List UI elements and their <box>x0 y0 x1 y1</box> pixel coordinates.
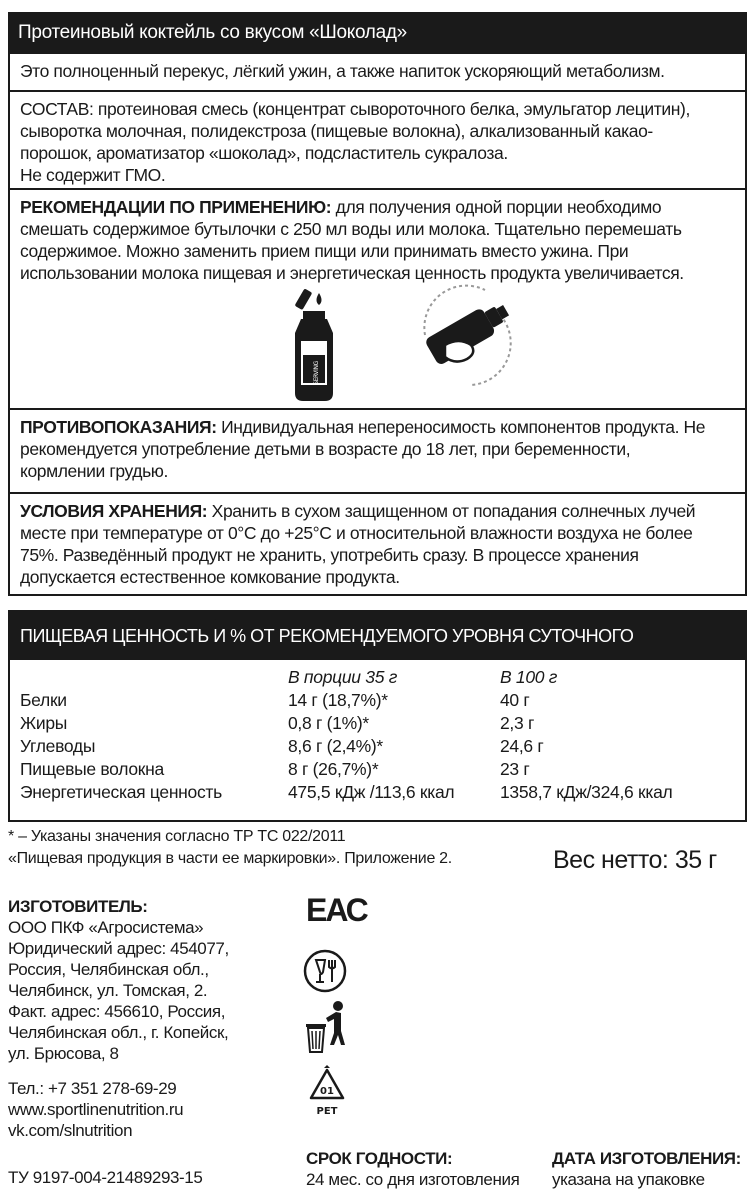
footnote-line: * – Указаны значения согласно ТР ТС 022/2011 <box>8 828 346 845</box>
recycle-code: 01 <box>320 1086 334 1097</box>
footnote-line: «Пищевая продукция в части ее маркировки». Приложение 2. <box>8 850 452 867</box>
intro-section <box>8 54 747 92</box>
nutrient-name: Пищевые волокна <box>20 759 164 779</box>
portion-column-header: В порции 35 г <box>288 667 398 687</box>
nutrition-row <box>20 689 740 712</box>
nutrition-header: ПИЩЕВАЯ ЦЕННОСТЬ И % ОТ РЕКОМЕНДУЕМОГО УРОВНЯ СУТОЧНОГО ПОТРЕБЛЕНИЯ*: <box>10 612 745 660</box>
usage-text: смешать содержимое бутылочки с 250 мл воды или молока. Тщательно перемешать <box>20 219 682 239</box>
bottle-label: SERVING <box>313 361 320 385</box>
website-link[interactable]: www.sportlinenutrition.ru <box>8 1100 184 1119</box>
net-weight: Вес нетто: 35 г <box>553 846 717 874</box>
nutrient-per100: 2,3 г <box>500 713 535 733</box>
nutrition-column-headers <box>20 666 740 689</box>
contraindications-text: рекомендуется употребление детьми в возрасте до 18 лет, при беременности, <box>20 439 631 459</box>
nutrition-row <box>20 758 740 781</box>
contraindications-section <box>8 410 747 494</box>
manufacture-date-label: ДАТА ИЗГОТОВЛЕНИЯ: <box>552 1149 741 1168</box>
nutrient-portion: 0,8 г (1%)* <box>288 713 369 733</box>
nutrient-per100: 24,6 г <box>500 736 544 756</box>
nutrient-name: Энергетическая ценность <box>20 782 222 802</box>
manufacturer-line: Факт. адрес: 456610, Россия, <box>8 1002 226 1021</box>
nutrient-per100: 1358,7 кДж/324,6 ккал <box>500 782 673 802</box>
nutrient-per100: 40 г <box>500 690 530 710</box>
nutrient-portion: 475,5 кДж /113,6 ккал <box>288 782 455 802</box>
intro-text: Это полноценный перекус, лёгкий ужин, а также напиток ускоряющий метаболизм. <box>20 61 665 81</box>
nutrition-table <box>8 610 747 822</box>
contraindications-text: кормлении грудью. <box>20 461 168 481</box>
shelf-life-block <box>306 1148 519 1190</box>
nutrient-per100: 23 г <box>500 759 530 779</box>
nutrient-name: Жиры <box>20 713 68 733</box>
per100-column-header: В 100 г <box>500 667 558 687</box>
footnote <box>8 826 452 870</box>
usage-section <box>8 190 747 410</box>
manufacturer-line: Челябинская обл., г. Копейск, <box>8 1023 229 1042</box>
eac-mark-icon: ЕАС <box>306 892 367 928</box>
nutrient-name: Углеводы <box>20 736 96 756</box>
contraindications-text: Индивидуальная непереносимость компонентов продукта. Не <box>216 417 706 437</box>
manufacturer-label: ИЗГОТОВИТЕЛЬ: <box>8 897 148 916</box>
usage-text: содержимое. Можно заменить прием пищи или принимать вместо ужина. При <box>20 241 629 261</box>
storage-label: УСЛОВИЯ ХРАНЕНИЯ: <box>20 501 208 521</box>
shelf-life-value: 24 мес. со дня изготовления <box>306 1170 520 1189</box>
nutrition-row <box>20 781 740 804</box>
storage-text: Хранить в сухом защищенном от попадания солнечных лучей <box>207 501 696 521</box>
bottle-icon <box>285 285 345 403</box>
trash-bin-icon <box>302 1000 348 1054</box>
shelf-life-label: СРОК ГОДНОСТИ: <box>306 1149 453 1168</box>
usage-text: для получения одной порции необходимо <box>331 197 662 217</box>
manufacturer-line: ул. Брюсова, 8 <box>8 1044 119 1063</box>
composition-line: порошок, ароматизатор «шоколад», подсластитель сукралоза. <box>20 143 508 163</box>
shake-bottle-icon <box>405 275 525 395</box>
manufacturer-line: ООО ПКФ «Агросистема» <box>8 918 204 937</box>
nutrient-portion: 8,6 г (2,4%)* <box>288 736 383 756</box>
tu-code: ТУ 9197-004-21489293-15 <box>8 1168 203 1187</box>
product-title: Протеиновый коктейль со вкусом «Шоколад» <box>8 12 747 54</box>
recycle-material: PET <box>316 1106 338 1117</box>
storage-section <box>8 494 747 596</box>
nutrient-portion: 14 г (18,7%)* <box>288 690 388 710</box>
manufacture-date-value: указана на упаковке <box>552 1170 705 1189</box>
composition-section <box>8 92 747 190</box>
vk-link[interactable]: vk.com/slnutrition <box>8 1121 133 1140</box>
nutrition-row <box>20 712 740 735</box>
manufacturer-line: Челябинск, ул. Томская, 2. <box>8 981 208 1000</box>
composition-line: СОСТАВ: протеиновая смесь (концентрат сывороточного белка, эмульгатор лецитин), <box>20 99 690 119</box>
usage-text: использовании молока пищевая и энергетическая ценность продукта увеличивается. <box>20 263 684 283</box>
food-contact-icon <box>302 948 348 994</box>
storage-text: допускается естественное комкование продукта. <box>20 567 400 587</box>
manufacturer-line: Юридический адрес: 454077, <box>8 939 229 958</box>
usage-label: РЕКОМЕНДАЦИИ ПО ПРИМЕНЕНИЮ: <box>20 197 332 217</box>
manufacturer-line: Россия, Челябинская обл., <box>8 960 209 979</box>
storage-text: 75%. Разведённый продукт не хранить, употребить сразу. В процессе хранения <box>20 545 639 565</box>
nutrition-row <box>20 735 740 758</box>
manufacturer-block <box>8 896 229 1064</box>
nutrient-name: Белки <box>20 690 67 710</box>
manufacture-date-block <box>552 1148 741 1190</box>
contacts-block <box>8 1078 183 1141</box>
composition-line: сыворотка молочная, полидекстроза (пищевые волокна), алкализованный какао- <box>20 121 653 141</box>
storage-text: месте при температуре от 0°С до +25°С и относительной влажности воздуха не более <box>20 523 693 543</box>
nutrient-portion: 8 г (26,7%)* <box>288 759 379 779</box>
gmo-note: Не содержит ГМО. <box>20 165 166 185</box>
contraindications-label: ПРОТИВОПОКАЗАНИЯ: <box>20 417 217 437</box>
phone: Тел.: +7 351 278-69-29 <box>8 1079 177 1098</box>
recycle-pet-icon <box>302 1064 352 1120</box>
